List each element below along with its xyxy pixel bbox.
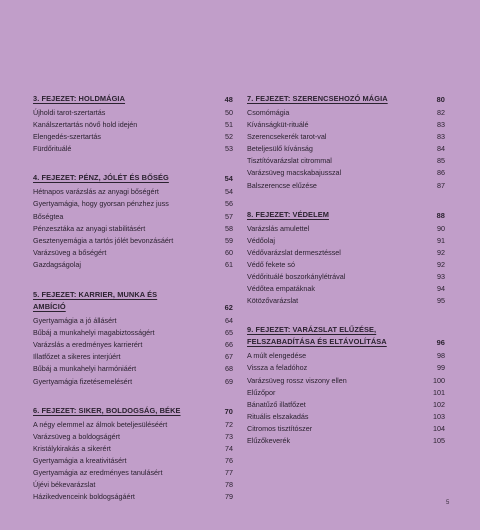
chapter-8 (247, 209, 445, 308)
toc-right-column (247, 93, 445, 464)
chapter-9 (247, 324, 445, 447)
page-number: 5 (446, 500, 450, 506)
toc-entry[interactable]: A négy elemmel az álmok beteljesüléséért 72 (33, 419, 233, 429)
toc-entry[interactable]: Bőségtea 57 (33, 211, 233, 221)
toc-entry[interactable]: Kanálszertartás növő hold idején 51 (33, 120, 233, 130)
toc-entry[interactable]: Kötözővarázslat 95 (247, 296, 445, 306)
toc-entry[interactable]: A múlt elengedése 98 (247, 351, 445, 361)
chapter-heading: 4. FEJEZET: PÉNZ, JÓLÉT ÉS BŐSÉG 54 (33, 173, 233, 184)
toc-left-column (33, 93, 233, 520)
toc-entry[interactable]: Tisztítóvarázslat citrommal 85 (247, 156, 445, 166)
toc-entry[interactable]: Varázsüveg a boldogságért 73 (33, 431, 233, 441)
toc-entry[interactable]: Varázsüveg rossz viszony ellen 100 (247, 375, 445, 385)
chapter-4 (33, 172, 233, 271)
chapter-heading: 7. FEJEZET: SZERENCSEHOZÓ MÁGIA 80 (247, 94, 445, 104)
chapter-6 (33, 405, 233, 504)
toc-entry[interactable]: Szerencsekerék tarot-val 83 (247, 132, 445, 142)
toc-entry[interactable]: Varázslás amulettel 90 (247, 223, 445, 233)
toc-entry[interactable]: Gyertyamágia, hogy gyorsan pénzhez juss 56 (33, 199, 233, 209)
toc-entry[interactable]: Gyertyamágia a jó állásért 64 (33, 316, 233, 326)
chapter-7 (247, 93, 445, 192)
chapter-heading: 3. FEJEZET: HOLDMÁGIA 48 (33, 94, 233, 104)
toc-entry[interactable]: Gyertyamágia fizetésemelésért 69 (33, 376, 233, 386)
toc-entry[interactable]: Fürdőrituálé 53 (33, 144, 233, 154)
toc-entry[interactable]: Elűzőkeverék 105 (247, 435, 445, 445)
toc-entry[interactable]: Újholdi tarot-szertartás 50 (33, 108, 233, 117)
toc-entry[interactable]: Bűbáj a munkahelyi magabiztosságért 65 (33, 328, 233, 338)
toc-entry[interactable]: Védő fekete só 92 (247, 259, 445, 269)
toc-entry[interactable]: Rituális elszakadás 103 (247, 411, 445, 421)
toc-entry[interactable]: Kívánságküt-rituálé 83 (247, 120, 445, 130)
toc-entry[interactable]: Vissza a feladóhoz 99 (247, 363, 445, 373)
toc-entry[interactable]: Citromos tisztítószer 104 (247, 423, 445, 433)
toc-entry[interactable]: Házikedvenceink boldogságáért 79 (33, 492, 233, 502)
toc-entry[interactable]: Újévi békevarázslat 78 (33, 480, 233, 490)
chapter-heading: 6. FEJEZET: SIKER, BOLDOGSÁG, BÉKE 70 (33, 405, 233, 416)
toc-entry[interactable]: Bűbáj a munkahelyi harmóniáért 68 (33, 364, 233, 374)
toc-entry[interactable]: Beteljesülő kívánság 84 (247, 144, 445, 154)
chapter-heading: 5. FEJEZET: KARRIER, MUNKA ÉS AMBÍCIÓ 62 (33, 290, 233, 313)
toc-entry[interactable]: Bánatűző illatfőzet 102 (247, 399, 445, 409)
chapter-3 (33, 93, 233, 155)
chapter-5 (33, 289, 233, 388)
toc-entry[interactable]: Gyertyamágia az eredményes tanulásért 77 (33, 467, 233, 477)
toc-entry[interactable]: Védővarázslat dermesztéssel 92 (247, 247, 445, 257)
toc-entry[interactable]: Hétnapos varázslás az anyagi bőségért 54 (33, 187, 233, 197)
toc-entry[interactable]: Védőtea empatáknak 94 (247, 284, 445, 294)
toc-entry[interactable]: Csomómágia 82 (247, 108, 445, 117)
chapter-heading: 9. FEJEZET: VARÁZSLAT ELŰZÉSE, FELSZABADÍTÁSA ÉS ELTÁVOLÍTÁSA 96 (247, 325, 445, 348)
toc-entry[interactable]: Gazdagságolaj 61 (33, 259, 233, 269)
chapter-heading: 8. FEJEZET: VÉDELEM 88 (247, 209, 445, 220)
toc-entry[interactable]: Varázsüveg macskabajusszal 86 (247, 168, 445, 178)
toc-entry[interactable]: Gyertyamágia a kreativitásért 76 (33, 455, 233, 465)
toc-entry[interactable]: Gesztenyemágia a tartós jólét bevonzásáért 59 (33, 235, 233, 245)
toc-entry[interactable]: Elűzőpor 101 (247, 387, 445, 397)
toc-entry[interactable]: Elengedés-szertartás 52 (33, 132, 233, 142)
toc-entry[interactable]: Balszerencse elűzése 87 (247, 180, 445, 190)
toc-entry[interactable]: Illatfőzet a sikeres interjúért 67 (33, 352, 233, 362)
toc-entry[interactable]: Varázslás a eredményes karrierért 66 (33, 340, 233, 350)
toc-entry[interactable]: Varázsüveg a bőségért 60 (33, 247, 233, 257)
toc-entry[interactable]: Kristálykirakás a sikerért 74 (33, 443, 233, 453)
toc-entry[interactable]: Védőolaj 91 (247, 235, 445, 245)
toc-entry[interactable]: Védőrituálé boszorkánylétrával 93 (247, 272, 445, 282)
toc-entry[interactable]: Pénzesztáka az anyagi stabilitásért 58 (33, 223, 233, 233)
